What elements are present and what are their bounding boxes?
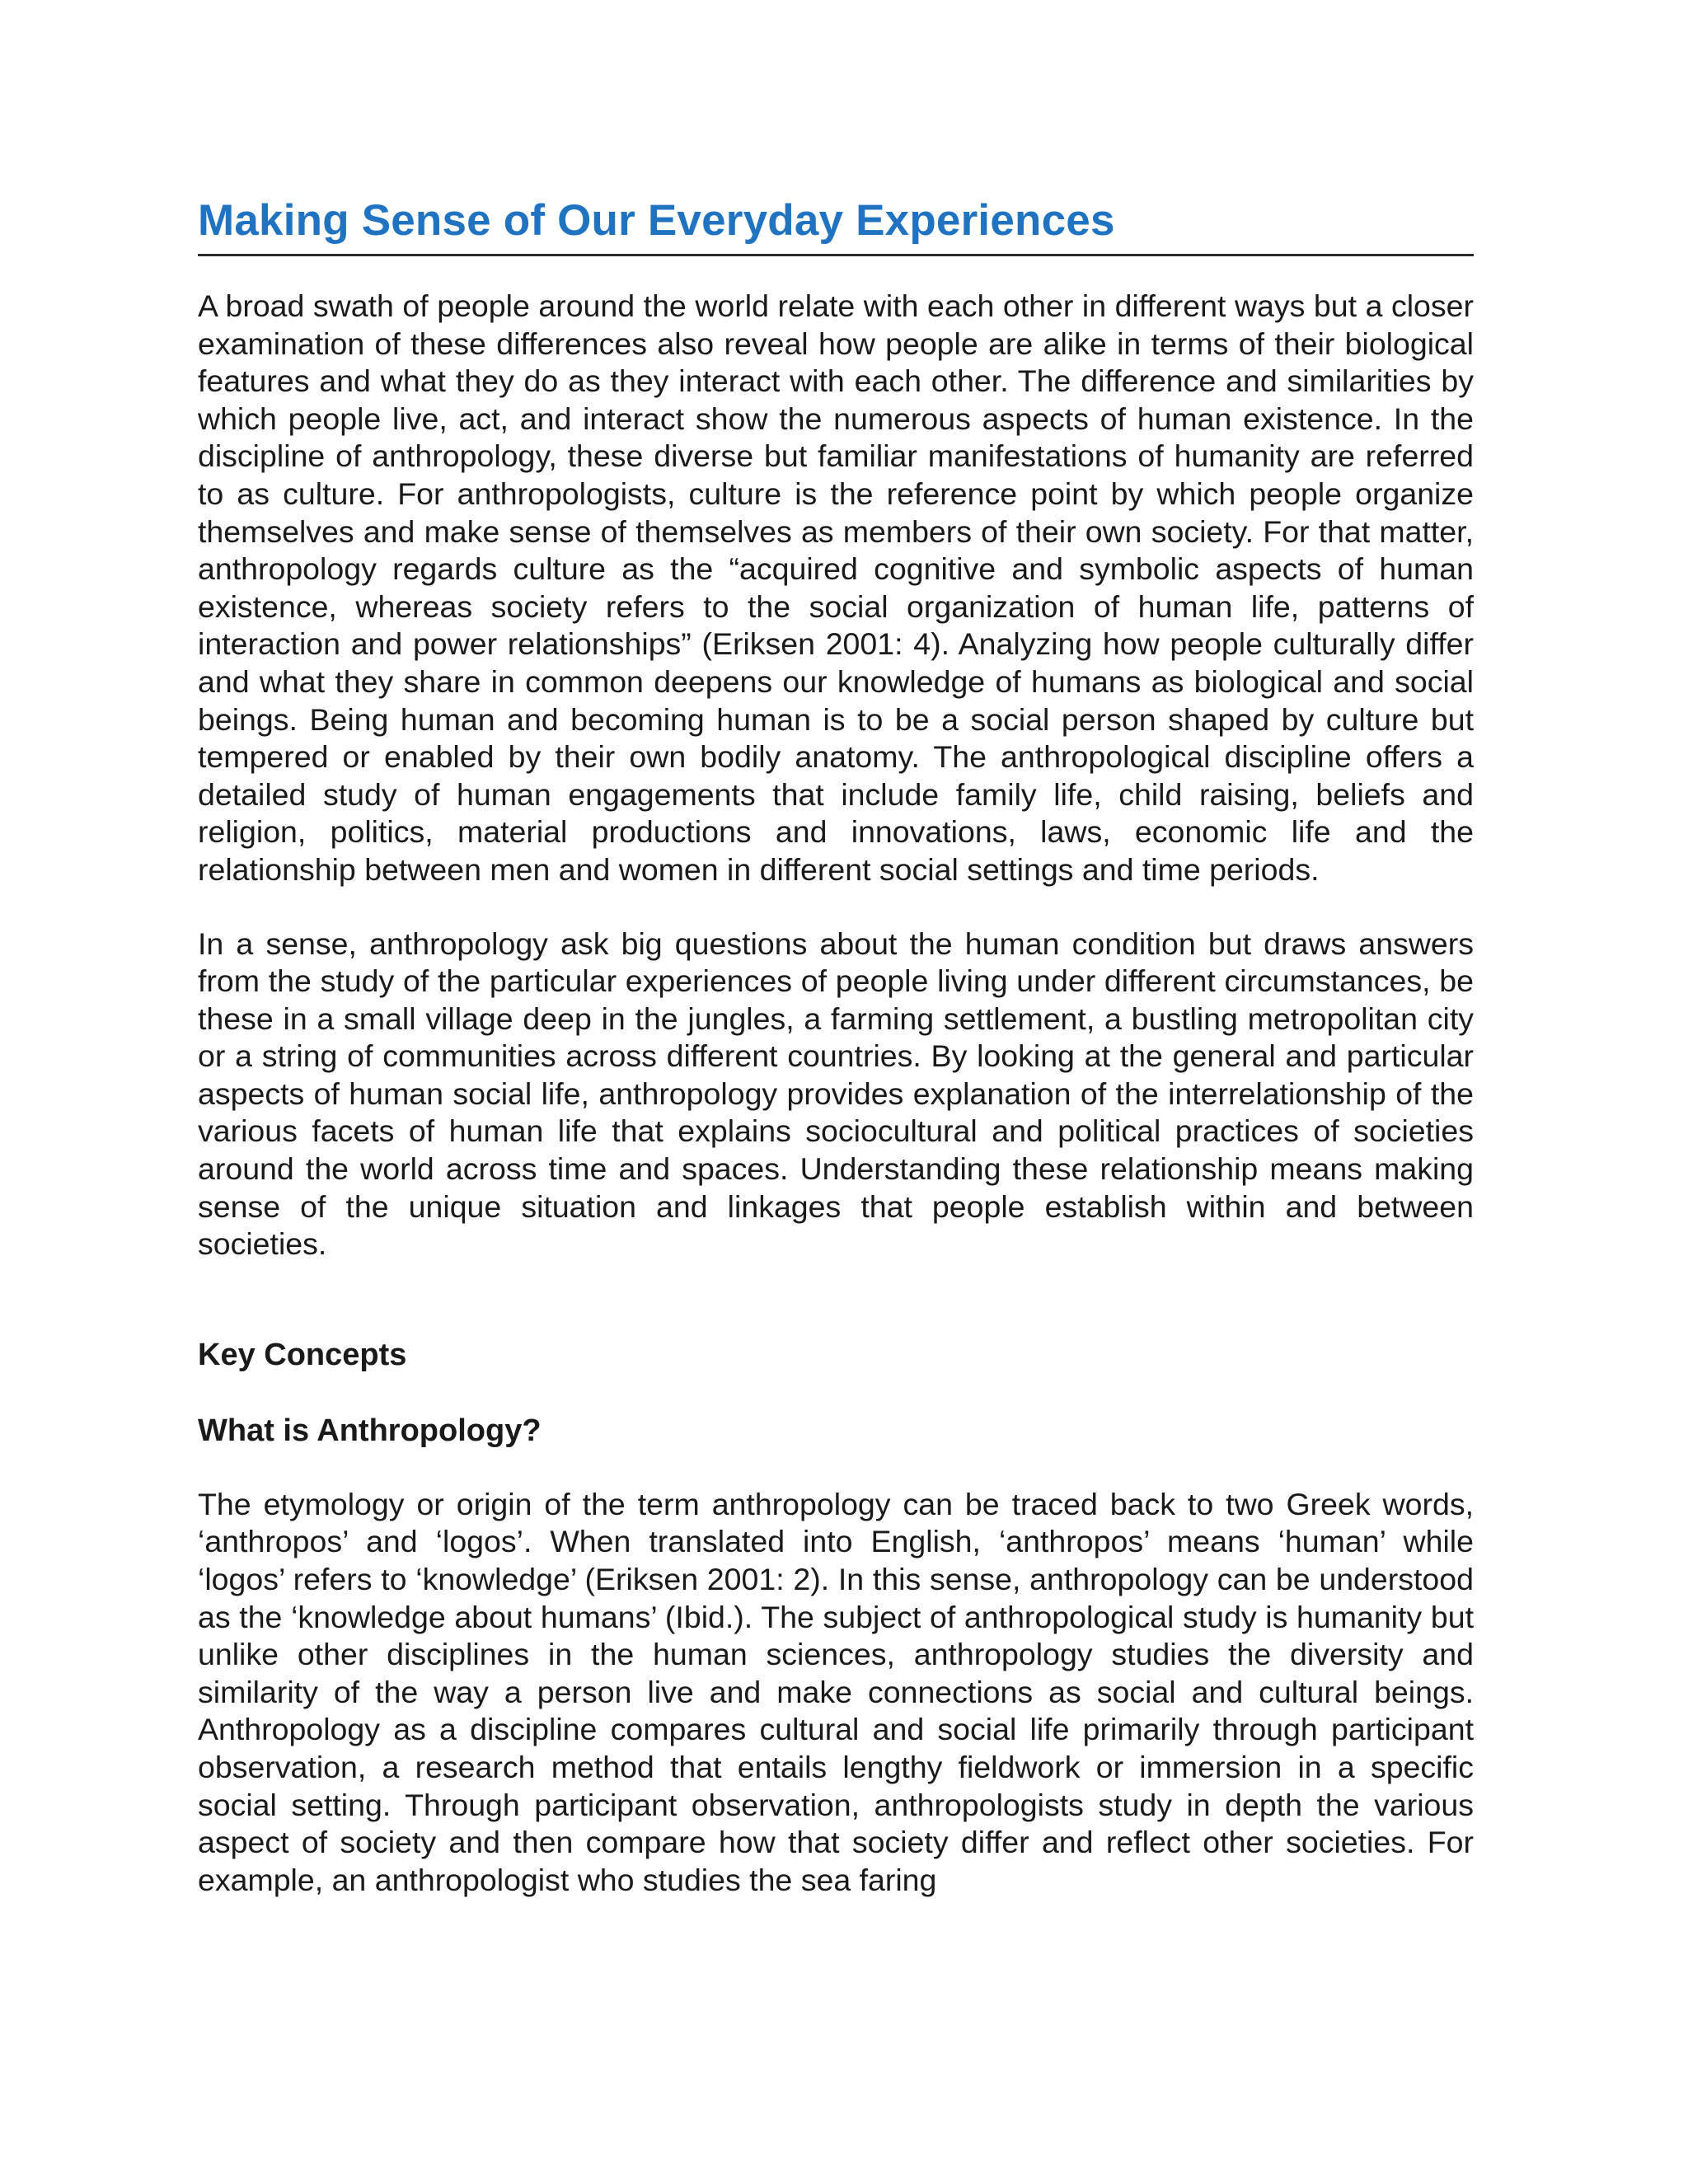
page-title: Making Sense of Our Everyday Experiences — [198, 190, 1474, 256]
anthropology-definition-paragraph: The etymology or origin of the term anthropology can be traced back to two Greek words, ‘anthropos’ and ‘logos’. When translated into English, ‘anthropos’ means ‘human’ while ‘logos’ refers to ‘knowledge’ (Eriksen 2001: 2). In this sense, anthropology can be understood as the ‘knowledge about humans’ (Ibid.). The subject of anthropological study is humanity but unlike other disciplines in the human sciences, anthropology studies the diversity and similarity of the way a person live and make connections as social and cultural beings. Anthropology as a discipline compares cultural and social life primarily through participant observation, a research method that entails lengthy fieldwork or immersion in a specific social setting. Through participant observation, anthropologists study in depth the various aspect of society and then compare how that society differ and reflect other societies. For example, an anthropologist who studies the sea faring — [198, 1486, 1474, 1897]
intro-paragraph: A broad swath of people around the world relate with each other in different ways but a closer examination of these differences also reveal how people are alike in terms of their biological features and what they do as they interact with each other. The difference and similarities by which people live, act, and interact show the numerous aspects of human existence. In the discipline of anthropology, these diverse but familiar manifestations of humanity are referred to as culture. For anthropologists, culture is the reference point by which people organize themselves and make sense of themselves as members of their own society. For that matter, anthropology regards culture as the “acquired cognitive and symbolic aspects of human existence, whereas society refers to the social organization of human life, patterns of interaction and power relationships” (Eriksen 2001: 4). Analyzing how people culturally differ and what they share in common deepens our knowledge of humans as biological and social beings. Being human and becoming human is to be a social person shaped by culture but tempered or enabled by their own bodily anatomy. The anthropological discipline offers a detailed study of human engagements that include family life, child raising, beliefs and religion, politics, material productions and innovations, laws, economic life and the relationship between men and women in different social settings and time periods. — [198, 288, 1474, 887]
key-concepts-heading: Key Concepts — [198, 1337, 407, 1372]
what-is-anthropology-heading: What is Anthropology? — [198, 1413, 542, 1448]
page-content — [198, 190, 1474, 1899]
second-paragraph: In a sense, anthropology ask big questions about the human condition but draws answers from the study of the particular experiences of people living under different circumstances, be these in a small village deep in the jungles, a farming settlement, a bustling metropolitan city or a string of communities across different countries. By looking at the general and particular aspects of human social life, anthropology provides explanation of the interrelationship of the various facets of human life that explains sociocultural and political practices of societies around the world across time and spaces. Understanding these relationship means making sense of the unique situation and linkages that people establish within and between societies. — [198, 926, 1474, 1262]
